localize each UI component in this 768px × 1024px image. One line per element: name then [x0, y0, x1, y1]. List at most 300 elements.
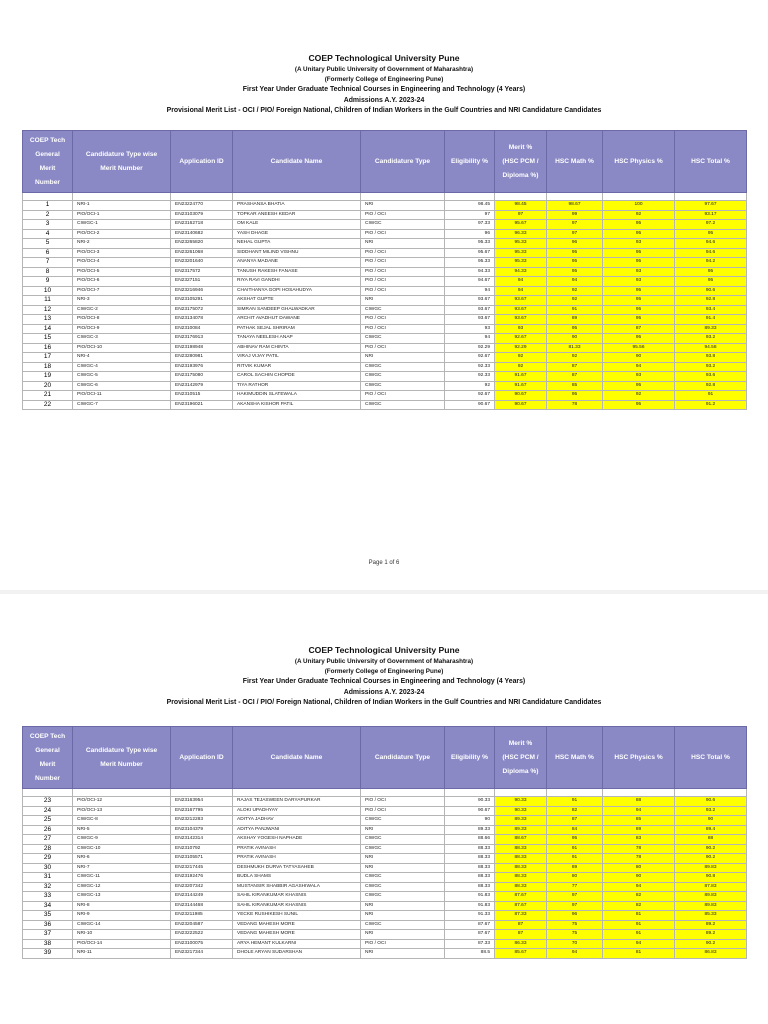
- hsc-total: 97.67: [675, 201, 747, 211]
- application-id: EN23204587: [171, 920, 233, 930]
- table-row: [23, 949, 747, 959]
- candidature-type: NRI: [361, 353, 445, 363]
- hsc-total: 95: [675, 267, 747, 277]
- eligibility-percent: 94.33: [445, 267, 495, 277]
- application-id: EN2310515: [171, 391, 233, 401]
- hsc-math: 89: [547, 315, 603, 325]
- hsc-physics: 83: [603, 835, 675, 845]
- general-merit-number: 14: [23, 324, 73, 334]
- general-merit-number: 32: [23, 882, 73, 892]
- candidature-merit-number: NRI-9: [73, 911, 171, 921]
- candidate-name: AKSHAY YOGESH NAPHADE: [233, 835, 361, 845]
- eligibility-percent: 93.67: [445, 315, 495, 325]
- general-merit-number: 2: [23, 210, 73, 220]
- application-id: EN23142979: [171, 381, 233, 391]
- general-merit-number: 8: [23, 267, 73, 277]
- candidature-merit-number: NRI-11: [73, 949, 171, 959]
- candidate-name-header: Candidate Name: [233, 131, 361, 193]
- general-merit-number: 33: [23, 892, 73, 902]
- hsc-physics: 94: [603, 939, 675, 949]
- hsc-physics: 87: [603, 324, 675, 334]
- eligibility-percent: 97.33: [445, 220, 495, 230]
- candidature-merit-number: NRI-3: [73, 296, 171, 306]
- general-merit-number-header: COEP Tech General Merit Number: [23, 131, 73, 193]
- hsc-physics: 95: [603, 400, 675, 410]
- merit-percent: 88.33: [495, 854, 547, 864]
- candidature-type: PIO / OCI: [361, 324, 445, 334]
- candidate-name: ANANYA MADANE: [233, 258, 361, 268]
- hsc-total: 92.8: [675, 381, 747, 391]
- hsc-physics: 95: [603, 381, 675, 391]
- eligibility-percent: 92.33: [445, 372, 495, 382]
- merit-percent: 98.45: [495, 201, 547, 211]
- candidate-name: PRATIK AVINASH: [233, 854, 361, 864]
- application-id: EN23217344: [171, 949, 233, 959]
- candidature-merit-number: PIO/OCI-6: [73, 277, 171, 287]
- candidature-type: PIO / OCI: [361, 391, 445, 401]
- hsc-physics: 95: [603, 286, 675, 296]
- eligibility-percent: 96: [445, 229, 495, 239]
- general-merit-number: 21: [23, 391, 73, 401]
- merit-percent: 92: [495, 362, 547, 372]
- hsc-math: 87: [547, 362, 603, 372]
- hsc-physics: 94: [603, 806, 675, 816]
- hsc-math: 92: [547, 353, 603, 363]
- hsc-math: 91: [547, 854, 603, 864]
- merit-percent: 88.67: [495, 835, 547, 845]
- page-header: [0, 644, 768, 708]
- application-id-header: Application ID: [171, 727, 233, 789]
- general-merit-number-header: COEP Tech General Merit Number: [23, 727, 73, 789]
- table-row: [23, 911, 747, 921]
- table-row: [23, 362, 747, 372]
- merit-percent: 87: [495, 920, 547, 930]
- candidate-name: SIMRAN SANDEEP GHALWADKAR: [233, 305, 361, 315]
- hsc-total: 89.83: [675, 901, 747, 911]
- general-merit-number: 34: [23, 901, 73, 911]
- candidature-merit-number: CIWGC-2: [73, 305, 171, 315]
- hsc-math-header: HSC Math %: [547, 727, 603, 789]
- course-title: First Year Under Graduate Technical Courses in Engineering and Technology (4 Years): [242, 678, 526, 686]
- candidate-name: PRATIK AVINASH: [233, 844, 361, 854]
- hsc-total: 91.4: [675, 315, 747, 325]
- hsc-math: 96: [547, 911, 603, 921]
- hsc-math: 75: [547, 930, 603, 940]
- eligibility-percent: 92.67: [445, 353, 495, 363]
- candidature-type: CIWGC: [361, 882, 445, 892]
- candidate-name: SAHIL KIRANKUMAR KHASNIS: [233, 892, 361, 902]
- candidate-name: VEDANG MAHESH MORE: [233, 930, 361, 940]
- hsc-total: 95: [675, 229, 747, 239]
- candidature-type: PIO / OCI: [361, 210, 445, 220]
- eligibility-percent: 88.33: [445, 873, 495, 883]
- candidature-merit-number: CIWGC-9: [73, 835, 171, 845]
- candidature-merit-number: PIO/OCI-12: [73, 797, 171, 807]
- merit-list-title: Provisional Merit List - OCI / PIO/ Foreign National, Children of Indian Workers in the Gulf Countries and NRI Candidature Candidates: [166, 698, 602, 706]
- candidature-type: NRI: [361, 911, 445, 921]
- general-merit-number: 5: [23, 239, 73, 249]
- candidature-type: PIO / OCI: [361, 277, 445, 287]
- table-row: [23, 210, 747, 220]
- hsc-total: 89.83: [675, 892, 747, 902]
- application-id: EN23224770: [171, 201, 233, 211]
- merit-percent: 92.67: [495, 334, 547, 344]
- application-id: EN23193976: [171, 362, 233, 372]
- eligibility-percent: 88.33: [445, 844, 495, 854]
- candidature-type: NRI: [361, 930, 445, 940]
- hsc-total: 90.2: [675, 854, 747, 864]
- hsc-total: 89.33: [675, 324, 747, 334]
- hsc-physics: 78: [603, 854, 675, 864]
- hsc-math: 91: [547, 305, 603, 315]
- general-merit-number: 1: [23, 201, 73, 211]
- merit-percent: 91.67: [495, 372, 547, 382]
- candidate-name: CAROL SACHIN CHOPDE: [233, 372, 361, 382]
- general-merit-number: 38: [23, 939, 73, 949]
- hsc-physics: 81: [603, 949, 675, 959]
- hsc-math: 85: [547, 381, 603, 391]
- general-merit-number: 31: [23, 873, 73, 883]
- table-row: [23, 305, 747, 315]
- eligibility-percent: 92: [445, 381, 495, 391]
- application-id: EN23217445: [171, 863, 233, 873]
- hsc-math: 89: [547, 863, 603, 873]
- general-merit-number: 35: [23, 911, 73, 921]
- hsc-math: 80: [547, 873, 603, 883]
- hsc-total: 94.6: [675, 248, 747, 258]
- hsc-physics: 80: [603, 863, 675, 873]
- candidature-merit-number: NRI-8: [73, 901, 171, 911]
- application-id: EN23104379: [171, 825, 233, 835]
- application-id: EN23280981: [171, 353, 233, 363]
- hsc-math: 91: [547, 797, 603, 807]
- candidature-merit-number: PIO/OCI-13: [73, 806, 171, 816]
- hsc-math: 97: [547, 229, 603, 239]
- table-row: [23, 334, 747, 344]
- eligibility-percent: 87.67: [445, 920, 495, 930]
- hsc-total: 85.33: [675, 911, 747, 921]
- hsc-physics: 93: [603, 372, 675, 382]
- university-subtitle: (A Unitary Public University of Government of Maharashtra): [294, 658, 474, 665]
- application-id: EN23105291: [171, 296, 233, 306]
- university-title: COEP Technological University Pune: [308, 645, 460, 655]
- merit-list-title: Provisional Merit List - OCI / PIO/ Foreign National, Children of Indian Workers in the Gulf Countries and NRI Candidature Candidates: [166, 106, 602, 114]
- general-merit-number: 10: [23, 286, 73, 296]
- merit-percent: 97: [495, 210, 547, 220]
- general-merit-number: 39: [23, 949, 73, 959]
- merit-percent-header: Merit % (HSC PCM / Diploma %): [495, 727, 547, 789]
- hsc-total: 93.4: [675, 305, 747, 315]
- candidature-type: CIWGC: [361, 835, 445, 845]
- hsc-physics: 95: [603, 220, 675, 230]
- application-id: EN23261068: [171, 248, 233, 258]
- table-row: [23, 324, 747, 334]
- hsc-total: 90.8: [675, 873, 747, 883]
- candidature-type: NRI: [361, 201, 445, 211]
- general-merit-number: 23: [23, 797, 73, 807]
- hsc-physics: 95: [603, 258, 675, 268]
- table-row: [23, 901, 747, 911]
- eligibility-percent: 92.67: [445, 391, 495, 401]
- general-merit-number: 4: [23, 229, 73, 239]
- candidature-type-header: Candidature Type: [361, 131, 445, 193]
- eligibility-percent: 88.33: [445, 863, 495, 873]
- candidature-merit-number: PIO/OCI-11: [73, 391, 171, 401]
- candidature-merit-number-header: Candidature Type wise Merit Number: [73, 727, 171, 789]
- hsc-physics: 92: [603, 391, 675, 401]
- candidate-name: AKSHAT GUPTE: [233, 296, 361, 306]
- candidate-name: TIYA RATHOR: [233, 381, 361, 391]
- hsc-math: 92: [547, 286, 603, 296]
- general-merit-number: 29: [23, 854, 73, 864]
- candidate-name: RITVIK KUMAR: [233, 362, 361, 372]
- table-row: [23, 806, 747, 816]
- eligibility-percent: 92.33: [445, 362, 495, 372]
- candidate-name: ARCHIT AVADHUT DAWANE: [233, 315, 361, 325]
- candidature-type: CIWGC: [361, 873, 445, 883]
- candidature-merit-number: NRI-4: [73, 353, 171, 363]
- candidate-name: YASH DHAGE: [233, 229, 361, 239]
- general-merit-number: 7: [23, 258, 73, 268]
- table-row: [23, 267, 747, 277]
- table-row: [23, 239, 747, 249]
- candidature-type: CIWGC: [361, 305, 445, 315]
- application-id: EN23134078: [171, 315, 233, 325]
- table-row: [23, 835, 747, 845]
- candidature-type: PIO / OCI: [361, 267, 445, 277]
- candidate-name: PRASHANSA BHATIA: [233, 201, 361, 211]
- merit-percent: 91.67: [495, 381, 547, 391]
- candidature-merit-number-header: Candidature Type wise Merit Number: [73, 131, 171, 193]
- candidature-merit-number: PIO/OCI-9: [73, 324, 171, 334]
- general-merit-number: 22: [23, 400, 73, 410]
- hsc-total: 94.58: [675, 343, 747, 353]
- candidature-type: NRI: [361, 863, 445, 873]
- hsc-math: 95: [547, 248, 603, 258]
- application-id: EN23142314: [171, 835, 233, 845]
- hsc-physics: 95: [603, 229, 675, 239]
- hsc-physics: 90: [603, 353, 675, 363]
- general-merit-number: 25: [23, 816, 73, 826]
- hsc-math: 91: [547, 844, 603, 854]
- hsc-physics-header: HSC Physics %: [603, 727, 675, 789]
- candidate-name: TANUSH RAKESH FANASE: [233, 267, 361, 277]
- table-row: [23, 844, 747, 854]
- hsc-physics: 88: [603, 797, 675, 807]
- table-row: [23, 372, 747, 382]
- candidature-type: NRI: [361, 854, 445, 864]
- table-row: [23, 315, 747, 325]
- hsc-physics: 78: [603, 844, 675, 854]
- hsc-total: 93.17: [675, 210, 747, 220]
- eligibility-percent: 91.83: [445, 892, 495, 902]
- course-title: First Year Under Graduate Technical Courses in Engineering and Technology (4 Years): [242, 86, 526, 94]
- application-id: EN23211985: [171, 911, 233, 921]
- candidate-name: SAHIL KIRANKUMAR KHASNIS: [233, 901, 361, 911]
- eligibility-percent: 93.67: [445, 296, 495, 306]
- hsc-physics: 95: [603, 248, 675, 258]
- hsc-physics: 85: [603, 816, 675, 826]
- hsc-physics: 94: [603, 362, 675, 372]
- candidature-type: PIO / OCI: [361, 939, 445, 949]
- application-id: EN2310084: [171, 324, 233, 334]
- candidate-name: TANAYA NEELESH ANAP: [233, 334, 361, 344]
- eligibility-percent: 94: [445, 334, 495, 344]
- former-name: (Formerly College of Engineering Pune): [324, 668, 444, 676]
- candidature-type: NRI: [361, 949, 445, 959]
- eligibility-percent: 88.66: [445, 835, 495, 845]
- general-merit-number: 17: [23, 353, 73, 363]
- merit-percent-header: Merit % (HSC PCM / Diploma %): [495, 131, 547, 193]
- eligibility-percent: 90.33: [445, 797, 495, 807]
- candidature-merit-number: PIO/OCI-7: [73, 286, 171, 296]
- table-row: [23, 258, 747, 268]
- hsc-math: 97: [547, 892, 603, 902]
- candidature-merit-number: CIWGC-11: [73, 873, 171, 883]
- hsc-math: 70: [547, 939, 603, 949]
- candidature-type: PIO / OCI: [361, 806, 445, 816]
- eligibility-percent: 88.33: [445, 854, 495, 864]
- hsc-total: 87.83: [675, 882, 747, 892]
- eligibility-percent: 87.33: [445, 939, 495, 949]
- application-id: EN23103079: [171, 210, 233, 220]
- merit-percent: 95.33: [495, 239, 547, 249]
- candidate-name: ABHINAV RAM CHINTA: [233, 343, 361, 353]
- candidature-merit-number: PIO/OCI-3: [73, 248, 171, 258]
- general-merit-number: 15: [23, 334, 73, 344]
- table-row: [23, 863, 747, 873]
- hsc-total: 93.2: [675, 362, 747, 372]
- hsc-physics: 93: [603, 239, 675, 249]
- application-id: EN23144468: [171, 901, 233, 911]
- application-id: EN23192476: [171, 873, 233, 883]
- candidature-merit-number: NRI-6: [73, 854, 171, 864]
- candidate-name: OM KALE: [233, 220, 361, 230]
- hsc-total: 89.2: [675, 920, 747, 930]
- candidature-type-header: Candidature Type: [361, 727, 445, 789]
- table-row: [23, 220, 747, 230]
- table-row: [23, 882, 747, 892]
- general-merit-number: 6: [23, 248, 73, 258]
- table-row: [23, 939, 747, 949]
- hsc-total: 89.4: [675, 825, 747, 835]
- hsc-total: 89.2: [675, 930, 747, 940]
- table-row: [23, 229, 747, 239]
- hsc-physics: 93: [603, 267, 675, 277]
- hsc-physics: 82: [603, 892, 675, 902]
- hsc-math: 94: [547, 277, 603, 287]
- merit-percent: 93.67: [495, 305, 547, 315]
- hsc-physics: 95: [603, 315, 675, 325]
- merit-percent: 85.67: [495, 949, 547, 959]
- university-subtitle: (A Unitary Public University of Government of Maharashtra): [294, 66, 474, 73]
- hsc-total: 93.8: [675, 353, 747, 363]
- general-merit-number: 24: [23, 806, 73, 816]
- hsc-math: 94: [547, 949, 603, 959]
- hsc-total: 91: [675, 391, 747, 401]
- application-id: EN23100075: [171, 939, 233, 949]
- hsc-total: 97.2: [675, 220, 747, 230]
- candidate-name: ADITYA JADHAV: [233, 816, 361, 826]
- hsc-math: 97: [547, 901, 603, 911]
- hsc-total-header: HSC Total %: [675, 131, 747, 193]
- candidature-merit-number: CIWGC-5: [73, 372, 171, 382]
- merit-percent: 88.33: [495, 873, 547, 883]
- hsc-total: 90.6: [675, 286, 747, 296]
- merit-percent: 87.33: [495, 911, 547, 921]
- candidature-merit-number: CIWGC-13: [73, 892, 171, 902]
- hsc-math: 95: [547, 267, 603, 277]
- candidature-merit-number: PIO/OCI-14: [73, 939, 171, 949]
- application-id: EN23201640: [171, 258, 233, 268]
- candidature-type: PIO / OCI: [361, 248, 445, 258]
- table-row: [23, 854, 747, 864]
- application-id: EN23216946: [171, 286, 233, 296]
- hsc-physics: 100: [603, 201, 675, 211]
- hsc-total: 95: [675, 277, 747, 287]
- candidate-name: CHAITHANYA GOPI HOSAHUDYA: [233, 286, 361, 296]
- eligibility-header: Eligibility %: [445, 727, 495, 789]
- candidate-name: BUDLA SHAMS: [233, 873, 361, 883]
- candidature-merit-number: PIO/OCI-1: [73, 210, 171, 220]
- hsc-physics: 91: [603, 920, 675, 930]
- hsc-total: 93.2: [675, 806, 747, 816]
- application-id: EN23140682: [171, 229, 233, 239]
- application-id-header: Application ID: [171, 131, 233, 193]
- candidature-merit-number: CIWGC-7: [73, 400, 171, 410]
- candidature-merit-number: CIWGC-4: [73, 362, 171, 372]
- general-merit-number: 26: [23, 825, 73, 835]
- merit-percent: 87.67: [495, 892, 547, 902]
- merit-percent: 94: [495, 277, 547, 287]
- hsc-total: 90: [675, 816, 747, 826]
- candidate-name: AKANSHA KISHOR PATIL: [233, 400, 361, 410]
- hsc-total: 90.2: [675, 844, 747, 854]
- table-row: [23, 892, 747, 902]
- candidature-type: CIWGC: [361, 220, 445, 230]
- merit-percent: 90.33: [495, 806, 547, 816]
- admission-year: Admissions A.Y. 2023-24: [343, 688, 425, 696]
- candidature-merit-number: PIO/OCI-4: [73, 258, 171, 268]
- hsc-total: 94.2: [675, 258, 747, 268]
- table-row: [23, 873, 747, 883]
- candidature-type: CIWGC: [361, 334, 445, 344]
- table-row: [23, 286, 747, 296]
- general-merit-number: 37: [23, 930, 73, 940]
- candidature-type: CIWGC: [361, 844, 445, 854]
- candidature-type: NRI: [361, 901, 445, 911]
- candidature-merit-number: NRI-7: [73, 863, 171, 873]
- hsc-total: 89.83: [675, 863, 747, 873]
- candidature-merit-number: CIWGC-10: [73, 844, 171, 854]
- hsc-physics: 90: [603, 873, 675, 883]
- general-merit-number: 18: [23, 362, 73, 372]
- candidature-merit-number: CIWGC-3: [73, 334, 171, 344]
- candidature-type: CIWGC: [361, 400, 445, 410]
- hsc-math: 82: [547, 806, 603, 816]
- general-merit-number: 3: [23, 220, 73, 230]
- eligibility-percent: 87.67: [445, 930, 495, 940]
- eligibility-percent: 88.5: [445, 949, 495, 959]
- application-id: EN2327151: [171, 277, 233, 287]
- page-header: [0, 52, 768, 116]
- merit-percent: 93: [495, 324, 547, 334]
- merit-percent: 88.33: [495, 882, 547, 892]
- table-row: [23, 816, 747, 826]
- hsc-math: 87: [547, 372, 603, 382]
- hsc-physics: 91: [603, 930, 675, 940]
- candidature-type: NRI: [361, 296, 445, 306]
